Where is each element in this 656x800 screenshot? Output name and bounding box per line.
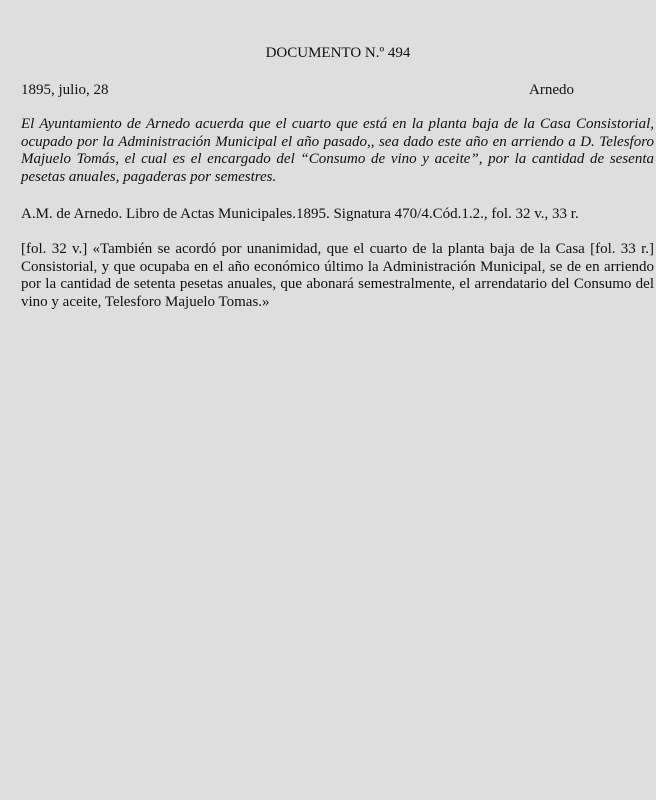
document-place: Arnedo [529,82,574,98]
document-summary: El Ayuntamiento de Arnedo acuerda que el cuarto que está en la planta baja de la Casa Consistorial, ocupado por la Administración Municipal el año pasado,, sea dado este año en arriendo a D. Telesforo Majuelo Tomás, el cual es el encargado del “Consumo de vino y aceite”, por la cantidad de sesenta pesetas anuales, pagaderas por semestres. [21,116,654,185]
date-place-line [21,80,574,100]
document-transcription: [fol. 32 v.] «También se acordó por unanimidad, que el cuarto de la planta baja de la Casa [fol. 33 r.] Consistorial, y que ocupaba en el año económico último la Administración Municipal, se de en arriendo por la cantidad de setenta pesetas anuales, que abonará semestralmente, el arrendatario del Consumo del vino y aceite, Telesforo Majuelo Tomas.» [21,241,654,310]
document-title: DOCUMENTO N.º 494 [265,45,411,61]
document-source: A.M. de Arnedo. Libro de Actas Municipales.1895. Signatura 470/4.Cód.1.2., fol. 32 v., 33 r. [21,206,579,222]
document-date: 1895, julio, 28 [21,82,109,98]
